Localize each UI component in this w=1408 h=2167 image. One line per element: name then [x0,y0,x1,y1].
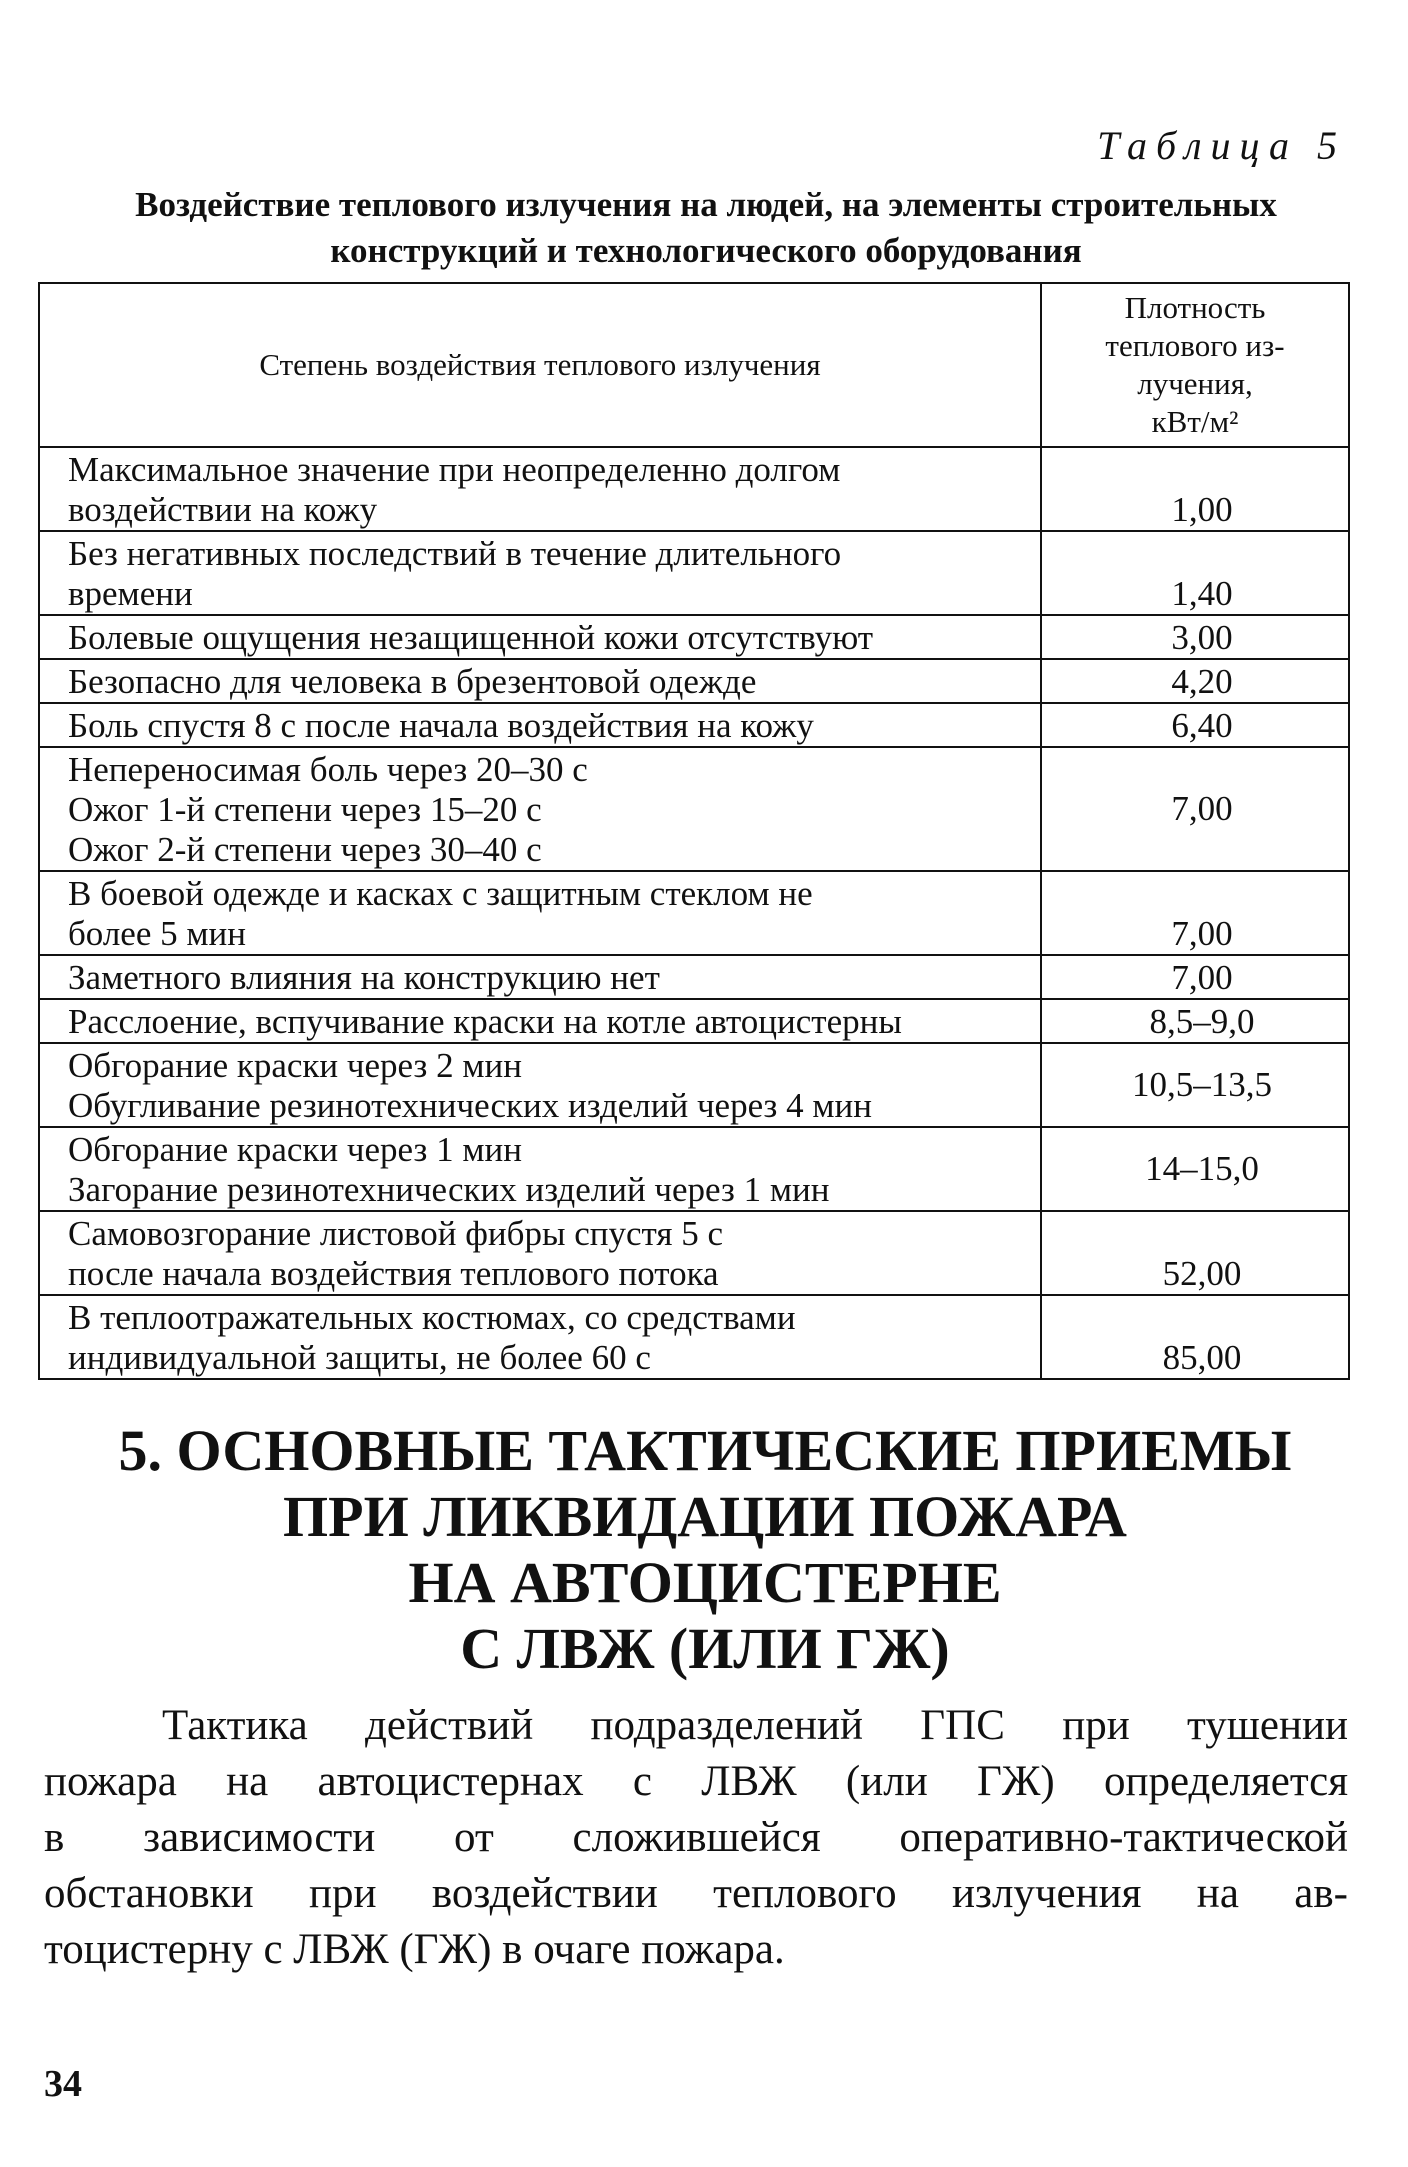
column-header-line: теплового из- [1105,328,1285,363]
effect-cell [39,447,1041,531]
table-title-line: Воздействие теплового излучения на людей, на элементы строительных [135,185,1277,224]
density-value-cell: 14–15,0 [1041,1127,1349,1211]
column-header-line: кВт/м² [1151,404,1239,439]
effect-line: индивидуальной защиты, не более 60 с [68,1338,651,1377]
effect-line: Непереносимая боль через 20–30 с [68,750,588,789]
effect-line: Обгорание краски через 1 мин [68,1130,522,1169]
effect-line: Загорание резинотехнических изделий через 1 мин [68,1170,830,1209]
density-value-cell: 8,5–9,0 [1041,999,1349,1043]
effect-line: Болевые ощущения незащищенной кожи отсутствуют [68,618,874,657]
table-title-line: конструкций и технологического оборудования [330,231,1082,270]
table-row [39,1127,1349,1211]
density-value-cell: 7,00 [1041,747,1349,871]
table-header-row [39,283,1349,447]
effect-cell [39,1043,1041,1127]
page-number: 34 [44,2063,82,2105]
table-row [39,999,1349,1043]
density-value-cell: 1,00 [1041,447,1349,531]
table-row [39,531,1349,615]
paragraph-line: в зависимости от сложившейся оперативно-тактической [44,1814,1348,1861]
table-row [39,747,1349,871]
effect-cell [39,531,1041,615]
effect-line: Без негативных последствий в течение длительного [68,534,842,573]
paragraph-line: тоцистерну с ЛВЖ (ГЖ) в очаге пожара. [44,1926,785,1973]
effect-cell [39,1211,1041,1295]
density-value-cell: 52,00 [1041,1211,1349,1295]
column-header-line: Плотность [1124,290,1266,325]
effect-line: Самовозгорание листовой фибры спустя 5 с [68,1214,723,1253]
paragraph-line: пожара на автоцистернах с ЛВЖ (или ГЖ) определяется [44,1758,1348,1805]
table-title [36,182,1376,274]
density-value-cell: 6,40 [1041,703,1349,747]
column-header-effect: Степень воздействия теплового излучения [39,283,1041,447]
effect-line: Заметного влияния на конструкцию нет [68,958,660,997]
column-header-density [1041,283,1349,447]
effect-line: Безопасно для человека в брезентовой одежде [68,662,757,701]
effect-line: Ожог 2-й степени через 30–40 с [68,830,542,869]
table-row [39,1211,1349,1295]
density-value-cell: 3,00 [1041,615,1349,659]
effect-line: В теплоотражательных костюмах, со средствами [68,1298,796,1337]
effect-cell [39,747,1041,871]
density-value-cell: 4,20 [1041,659,1349,703]
effect-cell [39,955,1041,999]
effect-line: Максимальное значение при неопределенно долгом [68,450,841,489]
effect-line: Обгорание краски через 2 мин [68,1046,522,1085]
effect-cell [39,1127,1041,1211]
table-row [39,1295,1349,1379]
effect-line: Боль спустя 8 с после начала воздействия на кожу [68,706,814,745]
effect-line: воздействии на кожу [68,490,378,529]
effect-line: Обугливание резинотехнических изделий через 4 мин [68,1086,872,1125]
effect-cell [39,1295,1041,1379]
body-paragraph [44,1698,1348,1978]
table-label: Таблица 5 [1097,123,1346,168]
effect-line: Ожог 1-й степени через 15–20 с [68,790,542,829]
section-heading-line: НА АВТОЦИСТЕРНЕ [408,1550,1002,1615]
table-body [39,447,1349,1379]
section-heading-line: ПРИ ЛИКВИДАЦИИ ПОЖАРА [283,1484,1127,1549]
effect-cell [39,615,1041,659]
effect-line: Расслоение, вспучивание краски на котле автоцистерны [68,1002,902,1041]
heat-radiation-table [38,282,1350,1380]
table-row [39,1043,1349,1127]
paragraph-line: обстановки при воздействии теплового излучения на ав- [44,1870,1348,1917]
density-value-cell: 1,40 [1041,531,1349,615]
effect-cell [39,999,1041,1043]
effect-cell [39,703,1041,747]
effect-line: более 5 мин [68,914,246,953]
table-row [39,447,1349,531]
paragraph-line: Тактика действий подразделений ГПС при тушении [162,1702,1348,1749]
effect-line: В боевой одежде и касках с защитным стеклом не [68,874,813,913]
effect-cell [39,871,1041,955]
table-row [39,659,1349,703]
table-row [39,615,1349,659]
column-header-line: лучения, [1137,366,1253,401]
density-value-cell: 10,5–13,5 [1041,1043,1349,1127]
section-heading-line: 5. ОСНОВНЫЕ ТАКТИЧЕСКИЕ ПРИЕМЫ [118,1418,1292,1483]
table-row [39,955,1349,999]
effect-cell [39,659,1041,703]
density-value-cell: 7,00 [1041,955,1349,999]
effect-line: после начала воздействия теплового потока [68,1254,719,1293]
section-heading-line: С ЛВЖ (ИЛИ ГЖ) [460,1616,950,1681]
table-row [39,871,1349,955]
density-value-cell: 85,00 [1041,1295,1349,1379]
effect-line: времени [68,574,193,613]
table-row [39,703,1349,747]
section-heading [40,1418,1370,1682]
density-value-cell: 7,00 [1041,871,1349,955]
